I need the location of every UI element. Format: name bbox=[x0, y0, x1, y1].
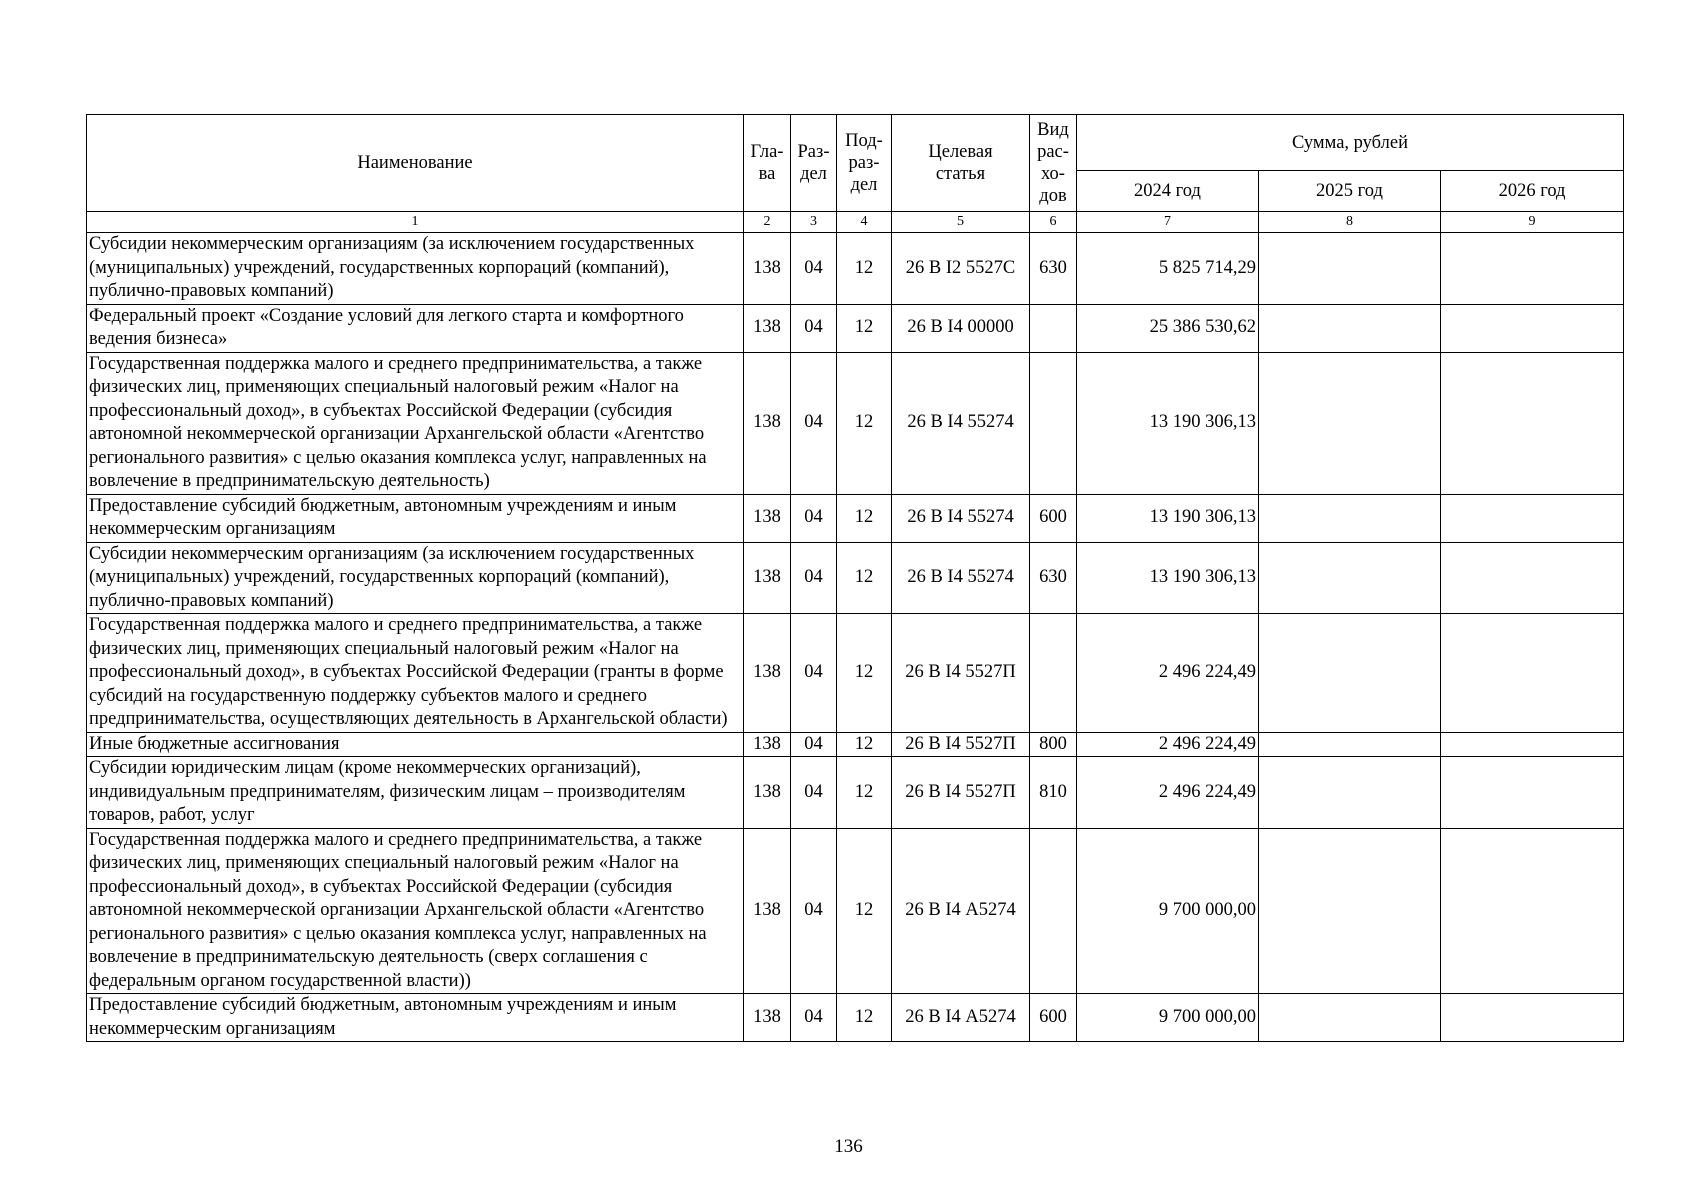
row-expense-type: 800 bbox=[1030, 732, 1077, 757]
row-razdel: 04 bbox=[791, 757, 837, 829]
row-expense-type: 600 bbox=[1030, 994, 1077, 1042]
row-razdel: 04 bbox=[791, 732, 837, 757]
row-razdel: 04 bbox=[791, 233, 837, 305]
row-podrazdel: 12 bbox=[837, 494, 892, 542]
row-amount-2024: 13 190 306,13 bbox=[1077, 542, 1259, 614]
table-header bbox=[87, 115, 1624, 212]
header-podrazdel: Под- раз- дел bbox=[837, 115, 892, 212]
column-number: 3 bbox=[791, 212, 837, 233]
row-expense-type: 600 bbox=[1030, 494, 1077, 542]
table-row bbox=[87, 994, 1624, 1042]
table-row bbox=[87, 828, 1624, 994]
row-podrazdel: 12 bbox=[837, 304, 892, 352]
row-podrazdel: 12 bbox=[837, 757, 892, 829]
row-amount-2025 bbox=[1259, 732, 1441, 757]
column-number: 7 bbox=[1077, 212, 1259, 233]
row-amount-2024: 2 496 224,49 bbox=[1077, 757, 1259, 829]
row-amount-2024: 2 496 224,49 bbox=[1077, 732, 1259, 757]
table-row bbox=[87, 304, 1624, 352]
row-glava: 138 bbox=[744, 233, 791, 305]
column-number: 1 bbox=[87, 212, 744, 233]
table-body bbox=[87, 212, 1624, 1042]
header-year-2024: 2024 год bbox=[1077, 171, 1259, 212]
header-glava: Гла- ва bbox=[744, 115, 791, 212]
row-razdel: 04 bbox=[791, 352, 837, 494]
row-name: Субсидии некоммерческим организациям (за исключением государственных (муниципальных) учреждений, государственных корпораций (компаний), публично-правовых компаний) bbox=[87, 233, 744, 305]
row-podrazdel: 12 bbox=[837, 352, 892, 494]
row-glava: 138 bbox=[744, 542, 791, 614]
row-amount-2025 bbox=[1259, 757, 1441, 829]
column-number: 4 bbox=[837, 212, 892, 233]
row-amount-2025 bbox=[1259, 304, 1441, 352]
row-name: Иные бюджетные ассигнования bbox=[87, 732, 744, 757]
row-podrazdel: 12 bbox=[837, 828, 892, 994]
row-amount-2026 bbox=[1441, 233, 1624, 305]
row-amount-2026 bbox=[1441, 614, 1624, 733]
table-row bbox=[87, 614, 1624, 733]
table-row bbox=[87, 233, 1624, 305]
row-name: Предоставление субсидий бюджетным, автономным учреждениям и иным некоммерческим организациям bbox=[87, 994, 744, 1042]
row-target-article: 26 В I4 А5274 bbox=[892, 828, 1030, 994]
row-expense-type bbox=[1030, 352, 1077, 494]
row-amount-2026 bbox=[1441, 494, 1624, 542]
row-target-article: 26 В I4 55274 bbox=[892, 352, 1030, 494]
header-razdel: Раз- дел bbox=[791, 115, 837, 212]
table-row bbox=[87, 732, 1624, 757]
row-podrazdel: 12 bbox=[837, 732, 892, 757]
row-name: Федеральный проект «Создание условий для легкого старта и комфортного ведения бизнеса» bbox=[87, 304, 744, 352]
row-razdel: 04 bbox=[791, 542, 837, 614]
row-target-article: 26 В I4 5527П bbox=[892, 732, 1030, 757]
row-glava: 138 bbox=[744, 994, 791, 1042]
row-amount-2024: 13 190 306,13 bbox=[1077, 494, 1259, 542]
row-amount-2025 bbox=[1259, 994, 1441, 1042]
row-razdel: 04 bbox=[791, 304, 837, 352]
row-glava: 138 bbox=[744, 494, 791, 542]
row-amount-2026 bbox=[1441, 757, 1624, 829]
row-target-article: 26 В I4 55274 bbox=[892, 542, 1030, 614]
page-number: 136 bbox=[834, 1136, 863, 1157]
row-target-article: 26 В I4 55274 bbox=[892, 494, 1030, 542]
row-amount-2024: 13 190 306,13 bbox=[1077, 352, 1259, 494]
row-expense-type bbox=[1030, 614, 1077, 733]
row-expense-type bbox=[1030, 304, 1077, 352]
header-vid: Вид рас- хо- дов bbox=[1030, 115, 1077, 212]
row-amount-2026 bbox=[1441, 828, 1624, 994]
column-number: 5 bbox=[892, 212, 1030, 233]
row-glava: 138 bbox=[744, 614, 791, 733]
header-target: Целевая статья bbox=[892, 115, 1030, 212]
row-glava: 138 bbox=[744, 352, 791, 494]
row-name: Субсидии юридическим лицам (кроме некоммерческих организаций), индивидуальным предпринимателям, физическим лицам – производителям товаров, работ, услуг bbox=[87, 757, 744, 829]
row-amount-2024: 9 700 000,00 bbox=[1077, 994, 1259, 1042]
row-expense-type bbox=[1030, 828, 1077, 994]
row-glava: 138 bbox=[744, 828, 791, 994]
row-name: Предоставление субсидий бюджетным, автономным учреждениям и иным некоммерческим организациям bbox=[87, 494, 744, 542]
row-podrazdel: 12 bbox=[837, 994, 892, 1042]
column-number-row bbox=[87, 212, 1624, 233]
row-target-article: 26 В I4 00000 bbox=[892, 304, 1030, 352]
row-expense-type: 630 bbox=[1030, 542, 1077, 614]
table-row bbox=[87, 352, 1624, 494]
row-razdel: 04 bbox=[791, 614, 837, 733]
row-razdel: 04 bbox=[791, 828, 837, 994]
table-row bbox=[87, 494, 1624, 542]
row-razdel: 04 bbox=[791, 494, 837, 542]
row-podrazdel: 12 bbox=[837, 614, 892, 733]
row-razdel: 04 bbox=[791, 994, 837, 1042]
row-amount-2025 bbox=[1259, 542, 1441, 614]
row-target-article: 26 В I4 5527П bbox=[892, 614, 1030, 733]
column-number: 6 bbox=[1030, 212, 1077, 233]
row-target-article: 26 В I2 5527С bbox=[892, 233, 1030, 305]
row-glava: 138 bbox=[744, 757, 791, 829]
row-amount-2025 bbox=[1259, 614, 1441, 733]
row-amount-2024: 25 386 530,62 bbox=[1077, 304, 1259, 352]
budget-table bbox=[86, 114, 1624, 1042]
column-number: 8 bbox=[1259, 212, 1441, 233]
header-sum: Сумма, рублей bbox=[1077, 115, 1624, 171]
table-row bbox=[87, 542, 1624, 614]
row-amount-2025 bbox=[1259, 352, 1441, 494]
row-amount-2025 bbox=[1259, 233, 1441, 305]
row-amount-2025 bbox=[1259, 494, 1441, 542]
row-name: Государственная поддержка малого и среднего предпринимательства, а также физических лиц, применяющих специальный налоговый режим «Налог на профессиональный доход», в субъектах Российской Федерации (субсидия автономной некоммерческой организации Архангельской области «Агентство регионального развития» с целью оказания комплекса услуг, направленных на вовлечение в предпринимательскую деятельность) bbox=[87, 352, 744, 494]
row-amount-2026 bbox=[1441, 352, 1624, 494]
row-amount-2026 bbox=[1441, 994, 1624, 1042]
column-number: 9 bbox=[1441, 212, 1624, 233]
row-amount-2024: 5 825 714,29 bbox=[1077, 233, 1259, 305]
row-name: Государственная поддержка малого и среднего предпринимательства, а также физических лиц, применяющих специальный налоговый режим «Налог на профессиональный доход», в субъектах Российской Федерации (гранты в форме субсидий на государственную поддержку субъектов малого и среднего предпринимательства, осуществляющих деятельность в Архангельской области) bbox=[87, 614, 744, 733]
table-row bbox=[87, 757, 1624, 829]
row-expense-type: 810 bbox=[1030, 757, 1077, 829]
row-expense-type: 630 bbox=[1030, 233, 1077, 305]
row-glava: 138 bbox=[744, 304, 791, 352]
row-amount-2024: 2 496 224,49 bbox=[1077, 614, 1259, 733]
row-target-article: 26 В I4 5527П bbox=[892, 757, 1030, 829]
row-podrazdel: 12 bbox=[837, 233, 892, 305]
row-amount-2025 bbox=[1259, 828, 1441, 994]
row-amount-2024: 9 700 000,00 bbox=[1077, 828, 1259, 994]
column-number: 2 bbox=[744, 212, 791, 233]
row-glava: 138 bbox=[744, 732, 791, 757]
header-name: Наименование bbox=[87, 115, 744, 212]
header-year-2026: 2026 год bbox=[1441, 171, 1624, 212]
row-amount-2026 bbox=[1441, 542, 1624, 614]
header-year-2025: 2025 год bbox=[1259, 171, 1441, 212]
row-amount-2026 bbox=[1441, 732, 1624, 757]
row-amount-2026 bbox=[1441, 304, 1624, 352]
row-name: Субсидии некоммерческим организациям (за исключением государственных (муниципальных) учреждений, государственных корпораций (компаний), публично-правовых компаний) bbox=[87, 542, 744, 614]
row-name: Государственная поддержка малого и среднего предпринимательства, а также физических лиц, применяющих специальный налоговый режим «Налог на профессиональный доход», в субъектах Российской Федерации (субсидия автономной некоммерческой организации Архангельской области «Агентство регионального развития» с целью оказания комплекса услуг, направленных на вовлечение в предпринимательскую деятельность (сверх соглашения с федеральным органом государственной власти)) bbox=[87, 828, 744, 994]
row-podrazdel: 12 bbox=[837, 542, 892, 614]
row-target-article: 26 В I4 А5274 bbox=[892, 994, 1030, 1042]
